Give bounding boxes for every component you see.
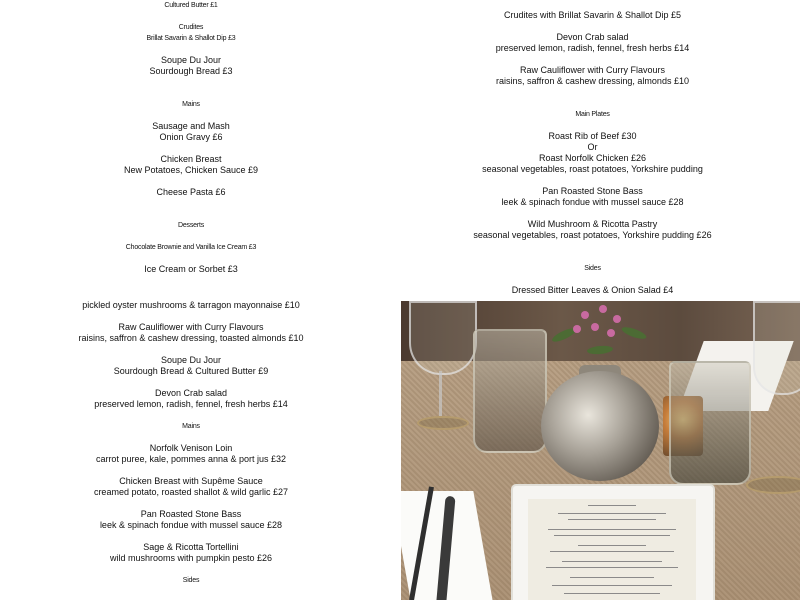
menu-line: Devon Crab salad — [556, 32, 629, 42]
menu-line: Roast Rib of Beef £30 — [548, 131, 637, 141]
menu-line: Sides — [584, 265, 601, 272]
menu-column-sunday — [400, 0, 785, 310]
spacer — [0, 531, 382, 542]
spacer — [400, 208, 785, 219]
menu-line: Mains — [182, 423, 200, 430]
menu-line: Chicken Breast — [160, 154, 222, 164]
spacer — [0, 143, 382, 154]
wine-glass-left-base — [417, 416, 469, 430]
spacer — [0, 253, 382, 264]
menu-line: leek & spinach fondue with mussel sauce £28 — [99, 520, 283, 530]
spacer — [400, 54, 785, 65]
menu-line: Or — [587, 142, 598, 152]
wine-glass-left — [409, 301, 477, 375]
menu-line: Raw Cauliflower with Curry Flavours — [519, 65, 666, 75]
menu-line: Ice Cream or Sorbet £3 — [144, 264, 238, 274]
menu-line: Desserts — [177, 222, 205, 229]
menu-line: Crudites — [178, 24, 204, 31]
menu-line: raisins, saffron & cashew dressing, almonds £10 — [496, 76, 689, 86]
wine-glass-right — [753, 301, 800, 395]
menu-line: Sides — [182, 577, 200, 584]
menu-line: Raw Cauliflower with Curry Flavours — [118, 322, 264, 332]
menu-line: Sourdough Bread £3 — [149, 66, 233, 76]
spacer — [0, 465, 382, 476]
menu-line: Wild Mushroom & Ricotta Pastry — [527, 219, 658, 229]
spacer — [0, 311, 382, 322]
menu-line: Roast Norfolk Chicken £26 — [538, 153, 647, 163]
menu-line: carrot puree, kale, pommes anna & port jus £32 — [95, 454, 287, 464]
menu-line: Pan Roasted Stone Bass — [140, 509, 242, 519]
menu-line: Devon Crab salad — [154, 388, 228, 398]
menu-line: Main Plates — [575, 111, 610, 118]
menu-line: preserved lemon, radish, fennel, fresh herbs £14 — [495, 43, 690, 53]
menu-line: Dressed Bitter Leaves & Onion Salad £4 — [511, 285, 674, 295]
mercury-glass-vase — [541, 371, 659, 481]
menu-line: New Potatoes, Chicken Sauce £9 — [123, 165, 259, 175]
spacer — [0, 88, 382, 99]
spacer — [400, 252, 785, 263]
spacer — [0, 231, 382, 242]
menu-line: Soupe Du Jour — [160, 55, 222, 65]
table-setting-photo — [401, 301, 800, 600]
spacer — [0, 198, 382, 209]
spacer — [400, 241, 785, 252]
tumbler-left — [473, 329, 547, 453]
spacer — [400, 175, 785, 186]
spacer — [0, 344, 382, 355]
menu-line: pickled oyster mushrooms & tarragon mayonnaise £10 — [82, 300, 300, 310]
menu-line: Chicken Breast with Supême Sauce — [119, 476, 263, 486]
menu-line: Pan Roasted Stone Bass — [542, 186, 643, 196]
menu-line: Norfolk Venison Loin — [149, 443, 233, 453]
spacer — [0, 77, 382, 88]
menu-line: creamed potato, roasted shallot & wild garlic £27 — [93, 487, 289, 497]
spacer — [0, 564, 382, 575]
spacer — [0, 110, 382, 121]
tumbler-right — [669, 361, 751, 485]
menu-line: Sourdough Bread & Cultured Butter £9 — [113, 366, 269, 376]
spacer — [0, 176, 382, 187]
spacer — [400, 87, 785, 98]
spacer — [0, 44, 382, 55]
spacer — [400, 274, 785, 285]
spacer — [0, 410, 382, 421]
spacer — [0, 377, 382, 388]
menu-column-kids — [0, 0, 382, 300]
spacer — [0, 498, 382, 509]
spacer — [0, 11, 382, 22]
menu-line: Brillat Savarin & Shallot Dip £3 — [146, 35, 236, 42]
menu-line: wild mushrooms with pumpkin pesto £26 — [109, 553, 273, 563]
menu-line: Cultured Butter £1 — [164, 2, 218, 9]
menu-line: leek & spinach fondue with mussel sauce £28 — [501, 197, 684, 207]
menu-line: Soupe Du Jour — [160, 355, 222, 365]
spacer — [400, 21, 785, 32]
spacer — [0, 432, 382, 443]
menu-line: Sage & Ricotta Tortellini — [143, 542, 239, 552]
menu-line: Mains — [182, 101, 200, 108]
flowers — [551, 301, 661, 371]
printed-menu-card — [528, 499, 696, 600]
menu-line: Cheese Pasta £6 — [156, 187, 226, 197]
menu-line: raisins, saffron & cashew dressing, toasted almonds £10 — [78, 333, 304, 343]
menu-line: Onion Gravy £6 — [159, 132, 223, 142]
menu-column-main — [0, 300, 382, 600]
menu-line: Chocolate Brownie and Vanilla Ice Cream £3 — [125, 244, 257, 251]
menu-line: seasonal vegetables, roast potatoes, Yorkshire pudding — [482, 164, 703, 174]
menu-line: seasonal vegetables, roast potatoes, Yorkshire pudding £26 — [473, 230, 712, 240]
spacer — [0, 209, 382, 220]
menu-line: Crudites with Brillat Savarin & Shallot Dip £5 — [503, 10, 682, 20]
menu-line: Sausage and Mash — [152, 121, 230, 131]
spacer — [400, 120, 785, 131]
spacer — [400, 98, 785, 109]
menu-line: preserved lemon, radish, fennel, fresh herbs £14 — [94, 399, 288, 409]
wine-glass-left-stem — [439, 371, 442, 416]
